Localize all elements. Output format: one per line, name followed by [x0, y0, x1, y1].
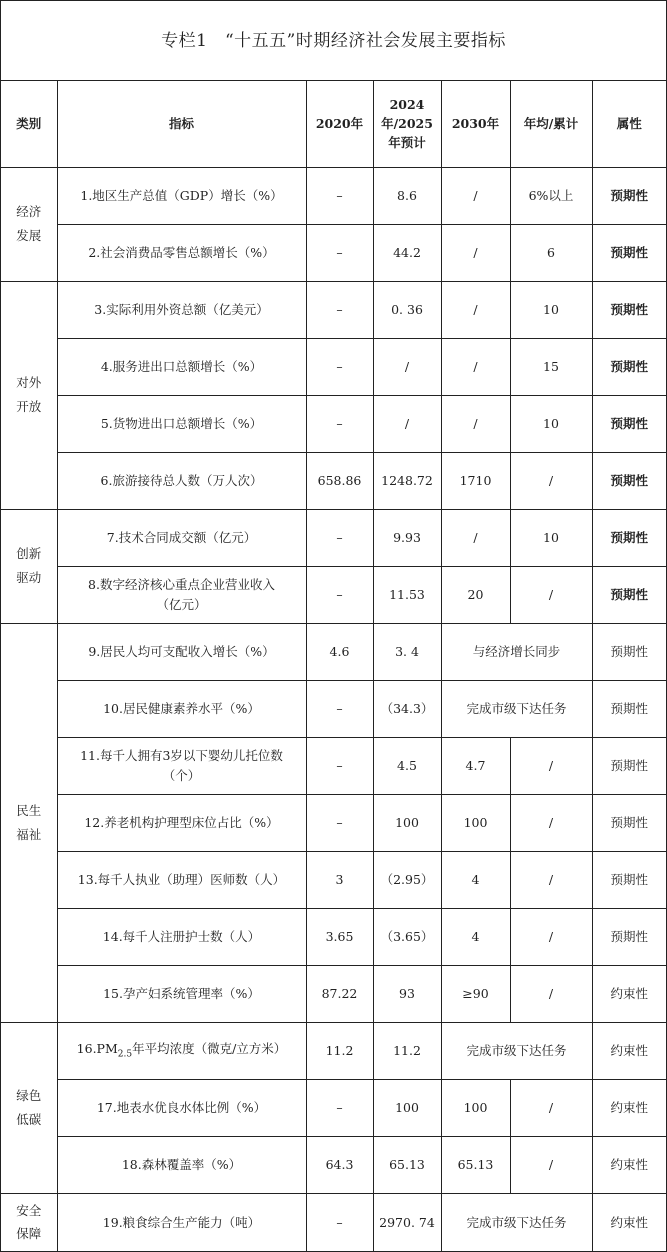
table-row	[1, 395, 666, 452]
header-indicator: 指标	[57, 81, 306, 167]
value-2024: /	[373, 338, 441, 395]
header-attr: 属性	[592, 81, 666, 167]
value-2024: 9.93	[373, 509, 441, 566]
indicator-cell: 2.社会消费品零售总额增长（%）	[57, 224, 306, 281]
value-2030: 1710	[441, 452, 510, 509]
table-row	[1, 623, 666, 680]
value-merged: 完成市级下达任务	[441, 1193, 592, 1251]
value-2020: –	[306, 737, 373, 794]
value-2024: 2970. 74	[373, 1193, 441, 1251]
value-2024: 100	[373, 794, 441, 851]
value-2020: –	[306, 794, 373, 851]
value-2030: 4	[441, 851, 510, 908]
value-2024: 8.6	[373, 167, 441, 224]
indicator-cell: 18.森林覆盖率（%）	[57, 1136, 306, 1193]
indicator-cell: 5.货物进出口总额增长（%）	[57, 395, 306, 452]
value-2024: /	[373, 395, 441, 452]
value-attr: 约束性	[592, 1079, 666, 1136]
table-row	[1, 281, 666, 338]
table-row	[1, 338, 666, 395]
indicator-cell: 17.地表水优良水体比例（%）	[57, 1079, 306, 1136]
value-attr: 预期性	[592, 737, 666, 794]
value-2020: 658.86	[306, 452, 373, 509]
value-avg: /	[510, 452, 592, 509]
value-2020: –	[306, 281, 373, 338]
value-attr: 约束性	[592, 1193, 666, 1251]
value-2024: （3.65）	[373, 908, 441, 965]
value-2024: 11.2	[373, 1022, 441, 1079]
value-2020: 4.6	[306, 623, 373, 680]
table-row	[1, 224, 666, 281]
category-economy: 经济 发展	[1, 167, 57, 281]
indicator-cell: 1.地区生产总值（GDP）增长（%）	[57, 167, 306, 224]
value-2030: 4.7	[441, 737, 510, 794]
indicator-cell: 14.每千人注册护士数（人）	[57, 908, 306, 965]
indicator-cell: 12.养老机构护理型床位占比（%）	[57, 794, 306, 851]
table-row	[1, 1136, 666, 1193]
value-2024: 4.5	[373, 737, 441, 794]
value-2020: –	[306, 566, 373, 623]
value-attr: 预期性	[592, 167, 666, 224]
table-row	[1, 452, 666, 509]
indicator-cell: 11.每千人拥有3岁以下婴幼儿托位数 （个）	[57, 737, 306, 794]
value-2024: 65.13	[373, 1136, 441, 1193]
indicator-cell: 3.实际利用外资总额（亿美元）	[57, 281, 306, 338]
value-2020: –	[306, 509, 373, 566]
indicator-cell: $16.PM_{2.5}$年平均浓度（微克/立方米）	[57, 1022, 306, 1079]
value-2020: –	[306, 338, 373, 395]
header-row	[1, 81, 666, 167]
table-row	[1, 794, 666, 851]
header-2030: 2030年	[441, 81, 510, 167]
value-2030: ≥90	[441, 965, 510, 1022]
value-merged: 完成市级下达任务	[441, 1022, 592, 1079]
value-2024: 100	[373, 1079, 441, 1136]
value-2020: 87.22	[306, 965, 373, 1022]
value-attr: 预期性	[592, 281, 666, 338]
value-attr: 预期性	[592, 452, 666, 509]
value-2024: （2.95）	[373, 851, 441, 908]
value-avg: /	[510, 1136, 592, 1193]
value-2024: 93	[373, 965, 441, 1022]
value-2030: 4	[441, 908, 510, 965]
indicator-cell: 7.技术合同成交额（亿元）	[57, 509, 306, 566]
value-2020: 11.2	[306, 1022, 373, 1079]
header-2020: 2020年	[306, 81, 373, 167]
value-2030: /	[441, 338, 510, 395]
value-attr: 预期性	[592, 509, 666, 566]
value-avg: 10	[510, 281, 592, 338]
value-2020: –	[306, 167, 373, 224]
value-2030: /	[441, 224, 510, 281]
value-2020: 3	[306, 851, 373, 908]
value-2030: 20	[441, 566, 510, 623]
indicators-table	[1, 81, 666, 1251]
value-2024: 3. 4	[373, 623, 441, 680]
value-attr: 约束性	[592, 1136, 666, 1193]
value-2030: /	[441, 167, 510, 224]
value-attr: 预期性	[592, 794, 666, 851]
category-open: 对外 开放	[1, 281, 57, 509]
table-row	[1, 1022, 666, 1079]
table-row	[1, 566, 666, 623]
value-2020: –	[306, 1193, 373, 1251]
table-row	[1, 851, 666, 908]
indicator-cell: 10.居民健康素养水平（%）	[57, 680, 306, 737]
value-2024: 0. 36	[373, 281, 441, 338]
category-safety: 安全 保障	[1, 1193, 57, 1251]
header-2024: 2024 年/2025 年预计	[373, 81, 441, 167]
value-2020: 64.3	[306, 1136, 373, 1193]
value-attr: 预期性	[592, 224, 666, 281]
table-row	[1, 509, 666, 566]
header-avg: 年均/累计	[510, 81, 592, 167]
value-attr: 约束性	[592, 965, 666, 1022]
value-2024: 44.2	[373, 224, 441, 281]
value-attr: 预期性	[592, 680, 666, 737]
table-row	[1, 965, 666, 1022]
value-attr: 预期性	[592, 623, 666, 680]
indicator-cell: 15.孕产妇系统管理率（%）	[57, 965, 306, 1022]
table-row	[1, 908, 666, 965]
indicator-cell: 9.居民人均可支配收入增长（%）	[57, 623, 306, 680]
value-2030: 100	[441, 794, 510, 851]
value-2020: –	[306, 1079, 373, 1136]
category-innovation: 创新 驱动	[1, 509, 57, 623]
value-avg: /	[510, 794, 592, 851]
indicator-cell: 6.旅游接待总人数（万人次）	[57, 452, 306, 509]
value-avg: 10	[510, 395, 592, 452]
value-avg: 10	[510, 509, 592, 566]
header-category: 类别	[1, 81, 57, 167]
value-2020: –	[306, 680, 373, 737]
value-avg: /	[510, 737, 592, 794]
value-attr: 预期性	[592, 338, 666, 395]
value-attr: 预期性	[592, 908, 666, 965]
value-2030: /	[441, 281, 510, 338]
value-2024: 1248.72	[373, 452, 441, 509]
category-green: 绿色 低碳	[1, 1022, 57, 1193]
indicator-cell: 19.粮食综合生产能力（吨）	[57, 1193, 306, 1251]
indicator-cell: 8.数字经济核心重点企业营业收入 （亿元）	[57, 566, 306, 623]
value-attr: 约束性	[592, 1022, 666, 1079]
value-merged: 与经济增长同步	[441, 623, 592, 680]
value-attr: 预期性	[592, 851, 666, 908]
value-2024: 11.53	[373, 566, 441, 623]
value-avg: 15	[510, 338, 592, 395]
value-attr: 预期性	[592, 566, 666, 623]
value-2030: /	[441, 395, 510, 452]
category-welfare: 民生 福祉	[1, 623, 57, 1022]
value-2024: （34.3）	[373, 680, 441, 737]
table-title: 专栏1 “十五五”时期经济社会发展主要指标	[1, 1, 666, 81]
value-2030: 65.13	[441, 1136, 510, 1193]
value-avg: 6	[510, 224, 592, 281]
value-avg: /	[510, 566, 592, 623]
value-2030: /	[441, 509, 510, 566]
table-row	[1, 1193, 666, 1251]
value-avg: /	[510, 851, 592, 908]
value-avg: /	[510, 908, 592, 965]
indicator-cell: 13.每千人执业（助理）医师数（人）	[57, 851, 306, 908]
value-avg: 6%以上	[510, 167, 592, 224]
value-attr: 预期性	[592, 395, 666, 452]
table-row	[1, 737, 666, 794]
value-merged: 完成市级下达任务	[441, 680, 592, 737]
value-avg: /	[510, 1079, 592, 1136]
table-row	[1, 1079, 666, 1136]
value-2030: 100	[441, 1079, 510, 1136]
value-2020: 3.65	[306, 908, 373, 965]
value-2020: –	[306, 395, 373, 452]
table-row	[1, 167, 666, 224]
table-row	[1, 680, 666, 737]
value-2020: –	[306, 224, 373, 281]
value-avg: /	[510, 965, 592, 1022]
indicator-cell: 4.服务进出口总额增长（%）	[57, 338, 306, 395]
